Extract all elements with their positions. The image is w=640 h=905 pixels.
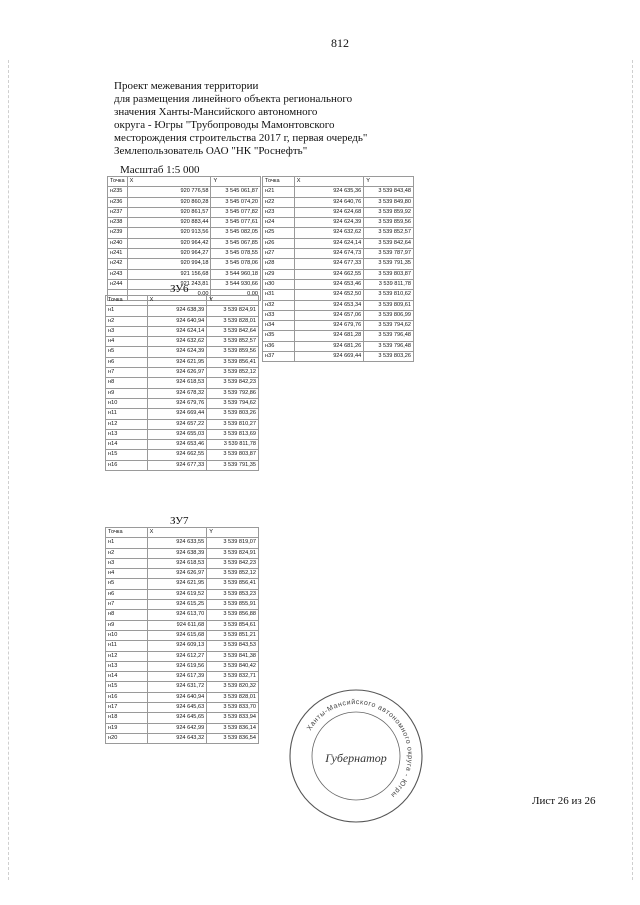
x-cell: 924 632,62 (147, 337, 207, 347)
y-cell: 0,00 (211, 290, 261, 300)
x-cell: 924 626,97 (147, 569, 207, 579)
y-cell: 3 545 077,82 (211, 207, 261, 217)
table-row (106, 316, 259, 326)
point-cell: н17 (106, 703, 148, 713)
table-row (106, 610, 259, 620)
y-cell: 3 539 849,80 (364, 197, 414, 207)
table-row (106, 589, 259, 599)
table-row (106, 409, 259, 419)
table-row (106, 460, 259, 470)
x-cell: 924 674,73 (294, 249, 363, 259)
point-cell: н15 (106, 450, 148, 460)
x-cell: 924 619,52 (147, 589, 207, 599)
point-cell: н11 (106, 409, 148, 419)
y-cell: 3 544 930,66 (211, 279, 261, 289)
title-line: Проект межевания территории (114, 80, 259, 92)
point-cell: н12 (106, 419, 148, 429)
x-cell: 924 652,50 (294, 290, 363, 300)
x-cell: 924 679,76 (294, 321, 363, 331)
x-cell: 924 678,32 (147, 388, 207, 398)
y-cell: 3 539 819,07 (207, 538, 259, 548)
x-cell: 924 624,14 (147, 326, 207, 336)
x-cell: 924 669,44 (147, 409, 207, 419)
point-cell: н243 (108, 269, 128, 279)
table-row (106, 682, 259, 692)
y-cell: 3 539 856,41 (207, 579, 259, 589)
y-cell: 3 539 811,78 (364, 279, 414, 289)
x-cell: 924 681,28 (294, 331, 363, 341)
x-cell: 924 626,97 (147, 368, 207, 378)
table-row (106, 661, 259, 671)
y-cell: 3 539 810,62 (364, 290, 414, 300)
point-cell: н26 (263, 238, 295, 248)
y-cell: 3 539 843,53 (207, 641, 259, 651)
y-cell: 3 545 061,87 (211, 187, 261, 197)
y-cell: 3 539 832,71 (207, 672, 259, 682)
table-row (106, 440, 259, 450)
header-y: Y (207, 528, 259, 538)
point-cell: н4 (106, 337, 148, 347)
x-cell: 924 624,39 (147, 347, 207, 357)
point-cell: н14 (106, 672, 148, 682)
x-cell: 924 677,33 (294, 259, 363, 269)
point-cell: н3 (106, 558, 148, 568)
y-cell: 3 539 854,61 (207, 620, 259, 630)
table-row (108, 269, 261, 279)
y-cell: 3 539 792,86 (207, 388, 259, 398)
table-row (263, 269, 414, 279)
y-cell: 3 539 806,99 (364, 310, 414, 320)
point-cell: н241 (108, 249, 128, 259)
y-cell: 3 539 810,27 (207, 419, 259, 429)
table-row (263, 228, 414, 238)
header-point: Точка (106, 296, 148, 306)
point-cell: н244 (108, 279, 128, 289)
point-cell: н235 (108, 187, 128, 197)
x-cell: 924 640,94 (147, 316, 207, 326)
table-row (106, 733, 259, 743)
y-cell: 3 544 960,18 (211, 269, 261, 279)
x-cell: 924 621,95 (147, 579, 207, 589)
x-cell: 924 619,56 (147, 661, 207, 671)
title-line: для размещения линейного объекта регионального (114, 93, 353, 105)
point-cell: н240 (108, 238, 128, 248)
x-cell: 0,00 (127, 290, 211, 300)
x-cell: 924 612,27 (147, 651, 207, 661)
y-cell: 3 545 082,05 (211, 228, 261, 238)
point-cell: н35 (263, 331, 295, 341)
header-x: X (127, 177, 211, 187)
coordinates-table-top-left (107, 176, 261, 301)
table-row (263, 218, 414, 228)
table-row (106, 347, 259, 357)
y-cell: 3 539 856,88 (207, 610, 259, 620)
point-cell: н238 (108, 218, 128, 228)
table-row (106, 450, 259, 460)
table-row (108, 228, 261, 238)
table-row (108, 259, 261, 269)
x-cell: 924 638,39 (147, 306, 207, 316)
x-cell: 920 964,42 (127, 238, 211, 248)
table-row (106, 306, 259, 316)
x-cell: 920 913,56 (127, 228, 211, 238)
x-cell: 920 964,27 (127, 249, 211, 259)
point-cell: н236 (108, 197, 128, 207)
table-row (263, 238, 414, 248)
point-cell: н27 (263, 249, 295, 259)
y-cell: 3 545 078,06 (211, 259, 261, 269)
point-cell: н32 (263, 300, 295, 310)
table-row (106, 713, 259, 723)
table-row (106, 357, 259, 367)
x-cell: 924 617,39 (147, 672, 207, 682)
point-cell: н4 (106, 569, 148, 579)
official-seal-stamp (286, 686, 426, 826)
table-row (106, 723, 259, 733)
point-cell: н1 (106, 538, 148, 548)
y-cell: 3 539 820,32 (207, 682, 259, 692)
point-cell: н10 (106, 630, 148, 640)
point-cell: н9 (106, 388, 148, 398)
header-point: Точка (108, 177, 128, 187)
table-row (263, 300, 414, 310)
y-cell: 3 539 852,57 (364, 228, 414, 238)
point-cell: н5 (106, 347, 148, 357)
y-cell: 3 539 803,26 (364, 352, 414, 362)
y-cell: 3 539 859,56 (364, 218, 414, 228)
coordinates-table-zu7 (105, 527, 259, 744)
point-cell: н23 (263, 207, 295, 217)
y-cell: 3 539 842,64 (364, 238, 414, 248)
y-cell: 3 539 842,64 (207, 326, 259, 336)
table-row (108, 249, 261, 259)
x-cell: 924 655,03 (147, 429, 207, 439)
x-cell: 924 662,55 (147, 450, 207, 460)
point-cell: н6 (106, 357, 148, 367)
y-cell: 3 539 836,54 (207, 733, 259, 743)
x-cell: 924 640,76 (294, 197, 363, 207)
y-cell: 3 539 855,91 (207, 600, 259, 610)
x-cell: 924 624,39 (294, 218, 363, 228)
point-cell: н30 (263, 279, 295, 289)
point-cell: н2 (106, 548, 148, 558)
y-cell: 3 539 842,23 (207, 378, 259, 388)
point-cell: н11 (106, 641, 148, 651)
y-cell: 3 545 078,55 (211, 249, 261, 259)
x-cell: 921 243,81 (127, 279, 211, 289)
table-row (263, 352, 414, 362)
x-cell: 924 618,53 (147, 558, 207, 568)
point-cell: н19 (106, 723, 148, 733)
point-cell: н7 (106, 368, 148, 378)
table-row (106, 600, 259, 610)
y-cell: 3 539 851,21 (207, 630, 259, 640)
table-row (263, 249, 414, 259)
x-cell: 924 669,44 (294, 352, 363, 362)
point-cell: н15 (106, 682, 148, 692)
table-row (106, 429, 259, 439)
point-cell: н8 (106, 378, 148, 388)
point-cell: н20 (106, 733, 148, 743)
y-cell: 3 539 794,62 (364, 321, 414, 331)
y-cell: 3 539 803,87 (364, 269, 414, 279)
header-x: X (147, 528, 207, 538)
table-row (106, 558, 259, 568)
scale-label: Масштаб 1:5 000 (120, 164, 200, 176)
point-cell: н2 (106, 316, 148, 326)
title-line: округа - Югры "Трубопроводы Мамонтовского (114, 119, 335, 131)
x-cell: 924 624,68 (294, 207, 363, 217)
header-y: Y (207, 296, 259, 306)
point-cell: н13 (106, 429, 148, 439)
x-cell: 924 615,25 (147, 600, 207, 610)
y-cell: 3 539 859,56 (207, 347, 259, 357)
point-cell: н6 (106, 589, 148, 599)
x-cell: 924 662,55 (294, 269, 363, 279)
x-cell: 924 635,36 (294, 187, 363, 197)
point-cell: н1 (106, 306, 148, 316)
point-cell: н24 (263, 218, 295, 228)
point-cell: н237 (108, 207, 128, 217)
y-cell: 3 539 796,48 (364, 331, 414, 341)
section-label-zu7: ЗУ7 (170, 515, 189, 527)
table-row (263, 341, 414, 351)
table-row (108, 238, 261, 248)
table-row (263, 331, 414, 341)
title-line: месторождения строительства 2017 г, первая очередь" (114, 132, 368, 144)
table-row (263, 259, 414, 269)
table-row (106, 368, 259, 378)
y-cell: 3 539 794,62 (207, 398, 259, 408)
x-cell: 920 860,28 (127, 197, 211, 207)
y-cell: 3 545 077,61 (211, 218, 261, 228)
point-cell: н34 (263, 321, 295, 331)
y-cell: 3 539 813,69 (207, 429, 259, 439)
title-line: значения Ханты-Мансийского автономного (114, 106, 318, 118)
table-row (106, 337, 259, 347)
point-cell: н21 (263, 187, 295, 197)
point-cell: н9 (106, 620, 148, 630)
x-cell: 924 677,33 (147, 460, 207, 470)
y-cell: 3 539 828,01 (207, 316, 259, 326)
x-cell: 924 633,55 (147, 538, 207, 548)
point-cell: н29 (263, 269, 295, 279)
y-cell: 3 539 809,61 (364, 300, 414, 310)
point-cell: н37 (263, 352, 295, 362)
x-cell: 920 883,44 (127, 218, 211, 228)
table-row (106, 538, 259, 548)
x-cell: 924 640,94 (147, 692, 207, 702)
header-x: X (147, 296, 207, 306)
header-point: Точка (106, 528, 148, 538)
y-cell: 3 539 791,35 (207, 460, 259, 470)
y-cell: 3 539 824,91 (207, 548, 259, 558)
y-cell: 3 539 787,97 (364, 249, 414, 259)
coordinates-table-top-right (262, 176, 414, 362)
x-cell: 924 657,22 (147, 419, 207, 429)
y-cell: 3 545 074,20 (211, 197, 261, 207)
x-cell: 924 657,06 (294, 310, 363, 320)
x-cell: 924 643,32 (147, 733, 207, 743)
table-row (263, 207, 414, 217)
table-row (263, 279, 414, 289)
point-cell: н31 (263, 290, 295, 300)
y-cell: 3 539 833,94 (207, 713, 259, 723)
x-cell: 924 609,13 (147, 641, 207, 651)
point-cell: н16 (106, 692, 148, 702)
point-cell: н13 (106, 661, 148, 671)
y-cell: 3 539 843,48 (364, 187, 414, 197)
table-row (106, 569, 259, 579)
table-row (108, 187, 261, 197)
header-point: Точка (263, 177, 295, 187)
y-cell: 3 539 852,12 (207, 569, 259, 579)
table-row (106, 419, 259, 429)
table-row (106, 630, 259, 640)
x-cell: 920 994,18 (127, 259, 211, 269)
point-cell: н28 (263, 259, 295, 269)
table-row (106, 703, 259, 713)
point-cell: н7 (106, 600, 148, 610)
x-cell: 924 645,63 (147, 703, 207, 713)
table-row (108, 207, 261, 217)
x-cell: 924 653,34 (294, 300, 363, 310)
point-cell: н25 (263, 228, 295, 238)
y-cell: 3 539 791,35 (364, 259, 414, 269)
x-cell: 924 645,65 (147, 713, 207, 723)
table-row (263, 187, 414, 197)
point-cell: н14 (106, 440, 148, 450)
x-cell: 924 632,62 (294, 228, 363, 238)
table-row (106, 641, 259, 651)
table-row (106, 620, 259, 630)
x-cell: 920 861,57 (127, 207, 211, 217)
y-cell: 3 539 836,14 (207, 723, 259, 733)
y-cell: 3 539 852,12 (207, 368, 259, 378)
x-cell: 924 611,68 (147, 620, 207, 630)
x-cell: 924 681,26 (294, 341, 363, 351)
y-cell: 3 539 828,01 (207, 692, 259, 702)
header-y: Y (211, 177, 261, 187)
table-row (263, 197, 414, 207)
seal-center-text: Губернатор (325, 751, 387, 765)
point-cell: н12 (106, 651, 148, 661)
table-row (106, 651, 259, 661)
point-cell: н10 (106, 398, 148, 408)
x-cell: 924 653,46 (147, 440, 207, 450)
point-cell: н33 (263, 310, 295, 320)
table-row (106, 378, 259, 388)
x-cell: 924 679,76 (147, 398, 207, 408)
y-cell: 3 539 811,78 (207, 440, 259, 450)
table-row (106, 398, 259, 408)
page-number: 812 (331, 36, 349, 50)
x-cell: 924 618,53 (147, 378, 207, 388)
x-cell: 924 613,70 (147, 610, 207, 620)
y-cell: 3 539 824,91 (207, 306, 259, 316)
scan-edge-right (632, 60, 633, 880)
y-cell: 3 539 803,26 (207, 409, 259, 419)
x-cell: 920 776,58 (127, 187, 211, 197)
x-cell: 924 621,95 (147, 357, 207, 367)
point-cell: н22 (263, 197, 295, 207)
x-cell: 924 624,14 (294, 238, 363, 248)
y-cell: 3 539 841,38 (207, 651, 259, 661)
y-cell: 3 539 859,92 (364, 207, 414, 217)
y-cell: 3 539 833,70 (207, 703, 259, 713)
table-row (263, 290, 414, 300)
y-cell: 3 539 796,48 (364, 341, 414, 351)
y-cell: 3 539 803,87 (207, 450, 259, 460)
table-row (106, 548, 259, 558)
x-cell: 924 615,68 (147, 630, 207, 640)
scan-edge-left (8, 60, 9, 880)
table-row (108, 218, 261, 228)
table-row (106, 579, 259, 589)
point-cell: н16 (106, 460, 148, 470)
point-cell: н5 (106, 579, 148, 589)
y-cell: 3 545 067,85 (211, 238, 261, 248)
y-cell: 3 539 842,23 (207, 558, 259, 568)
point-cell: н18 (106, 713, 148, 723)
point-cell: н36 (263, 341, 295, 351)
header-x: X (294, 177, 363, 187)
sheet-number: Лист 26 из 26 (532, 795, 596, 807)
table-row (106, 672, 259, 682)
y-cell: 3 539 840,42 (207, 661, 259, 671)
table-row (106, 326, 259, 336)
x-cell: 924 638,39 (147, 548, 207, 558)
document-title (114, 80, 414, 158)
table-row (106, 388, 259, 398)
table-row (263, 321, 414, 331)
point-cell: н239 (108, 228, 128, 238)
point-cell: н242 (108, 259, 128, 269)
x-cell: 924 631,72 (147, 682, 207, 692)
table-row (108, 197, 261, 207)
point-cell: н3 (106, 326, 148, 336)
point-cell: н8 (106, 610, 148, 620)
coordinates-table-zu6 (105, 295, 259, 471)
x-cell: 924 642,99 (147, 723, 207, 733)
table-row (106, 692, 259, 702)
y-cell: 3 539 852,57 (207, 337, 259, 347)
section-label-zu6: ЗУ6 (170, 283, 189, 295)
x-cell: 921 156,68 (127, 269, 211, 279)
y-cell: 3 539 853,23 (207, 589, 259, 599)
title-line: Землепользователь ОАО "НК "Роснефть" (114, 145, 308, 157)
x-cell: 924 653,46 (294, 279, 363, 289)
table-row (263, 310, 414, 320)
seal-ring-text: Ханты-Мансийского автономного округа - Югры (306, 698, 414, 799)
header-y: Y (364, 177, 414, 187)
y-cell: 3 539 856,41 (207, 357, 259, 367)
